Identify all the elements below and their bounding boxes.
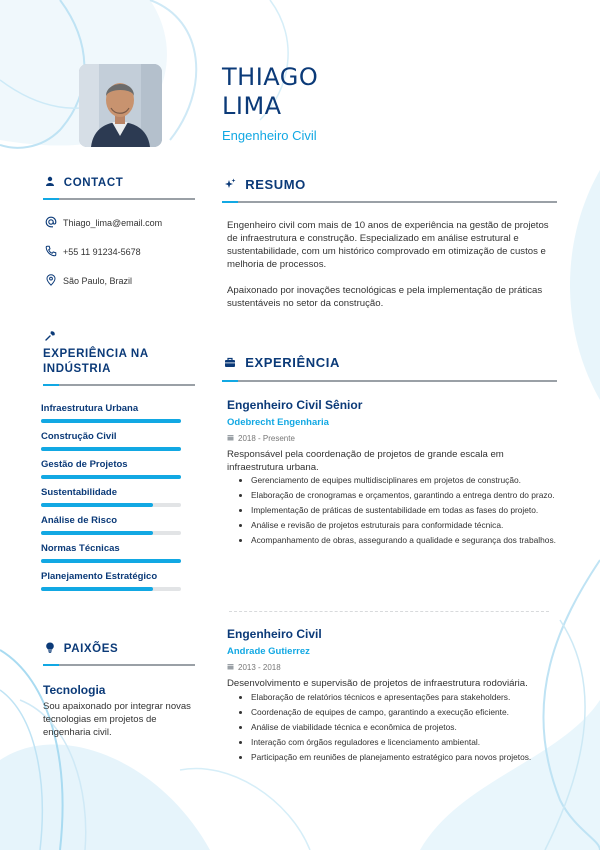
skills-list [41,403,181,599]
skill-name: Construção Civil [41,431,117,442]
job-bullet: Interação com órgãos reguladores e licenciamento ambiental. [237,737,559,748]
contact-phone [45,245,141,259]
experience-heading [224,355,340,371]
contact-divider [43,198,195,200]
skill-level-bar [41,587,181,591]
skill-name: Sustentabilidade [41,487,118,498]
experience-heading-label: EXPERIÊNCIA [245,355,340,370]
job-bullet: Elaboração de relatórios técnicos e apresentações para stakeholders. [237,692,559,703]
location-text: São Paulo, Brazil [63,276,133,286]
briefcase-icon [224,356,236,371]
skill-level-bar [41,531,181,535]
job-bullet: Análise e revisão de projetos estruturais para conformidade técnica. [237,520,559,531]
summary-paragraph: Apaixonado por inovações tecnológicas e pela implementação de práticas sustentáveis no setor da construção. [227,285,543,309]
summary-text [227,219,557,310]
industry-heading-line2: INDÚSTRIA [43,363,112,375]
skill-item [41,487,181,515]
skill-level-bar [41,447,181,451]
job-role: Engenheiro Civil [227,627,322,641]
experience-entry [227,398,559,550]
last-name: LIMA [222,92,282,120]
contact-location [45,274,132,288]
job-description: Responsável pela coordenação de projetos de grande escala em infraestrutura urbana. [227,449,504,473]
experience-separator [229,611,549,612]
job-company: Andrade Gutierrez [227,646,310,657]
job-bullet: Coordenação de equipes de campo, garantindo a execução eficiente. [237,707,559,718]
passion-title: Tecnologia [43,683,106,697]
job-bullets [237,475,559,546]
job-bullet: Elaboração de cronogramas e orçamentos, garantindo a entrega dentro do prazo. [237,490,559,501]
job-role: Engenheiro Civil Sênior [227,398,363,412]
email-text: Thiago_lima@email.com [63,218,163,228]
contact-heading-label: CONTACT [63,176,124,189]
job-description: Desenvolvimento e supervisão de projetos de infraestrutura rodoviária. [227,678,528,689]
skill-level-bar [41,503,181,507]
skill-item [41,515,181,543]
skill-name: Infraestrutura Urbana [41,403,139,414]
location-pin-icon [45,274,63,288]
profile-photo [79,64,162,147]
phone-text: +55 11 91234-5678 [63,247,141,257]
phone-icon [45,245,63,259]
job-bullet: Análise de viabilidade técnica e econômica de projetos. [237,722,559,733]
passions-divider [43,664,195,666]
skill-item [41,459,181,487]
skill-level-bar [41,559,181,563]
candidate-name [222,63,318,121]
lightbulb-icon [45,642,55,656]
calendar-icon [227,434,238,443]
sparkle-icon [224,178,236,193]
skill-item [41,431,181,459]
job-dates [227,663,559,672]
passions-heading [45,642,118,656]
job-bullet: Acompanhamento de obras, assegurando a qualidade e segurança dos trabalhos. [237,535,559,546]
contact-heading [45,176,123,189]
skill-name: Planejamento Estratégico [41,571,158,582]
contact-email [45,216,162,230]
job-dates-text: 2013 - 2018 [238,663,281,672]
wrench-icon [45,331,55,344]
skill-name: Gestão de Projetos [41,459,128,470]
job-bullet: Participação em reuniões de planejamento estratégico para novos projetos. [237,752,559,763]
experience-divider [222,380,557,382]
industry-heading-line1: EXPERIÊNCIA NA [43,348,149,360]
at-icon [45,216,63,230]
skill-name: Normas Técnicas [41,543,120,554]
summary-paragraph: Engenheiro civil com mais de 10 anos de experiência na gestão de projetos de infraestrutura e construção. Especializado em análise estrutural e sustentabilidade, com um histórico comprovado em otimização de custos e melhoria de processos. [227,220,549,270]
user-icon [45,176,55,189]
skill-item [41,403,181,431]
industry-experience-heading [43,347,149,377]
skill-name: Análise de Risco [41,515,118,526]
first-name: THIAGO [222,63,319,91]
job-dates-text: 2018 - Presente [238,434,295,443]
calendar-icon [227,663,238,672]
job-bullet: Implementação de práticas de sustentabilidade em todas as fases do projeto. [237,505,559,516]
job-company: Odebrecht Engenharia [227,417,329,428]
job-bullets [237,692,559,763]
job-dates [227,434,559,443]
summary-divider [222,201,557,203]
skill-level-bar [41,475,181,479]
passion-text: Sou apaixonado por integrar novas tecnologias em projetos de engenharia civil. [43,701,191,738]
summary-heading [224,177,306,193]
skill-item [41,543,181,571]
industry-divider [43,384,195,386]
job-bullet: Gerenciamento de equipes multidisciplinares em projetos de construção. [237,475,559,486]
experience-entry [227,627,559,767]
job-title: Engenheiro Civil [222,128,317,143]
summary-heading-label: RESUMO [245,177,306,192]
skill-item [41,571,181,599]
passions-heading-label: PAIXÕES [63,643,119,656]
skill-level-bar [41,419,181,423]
